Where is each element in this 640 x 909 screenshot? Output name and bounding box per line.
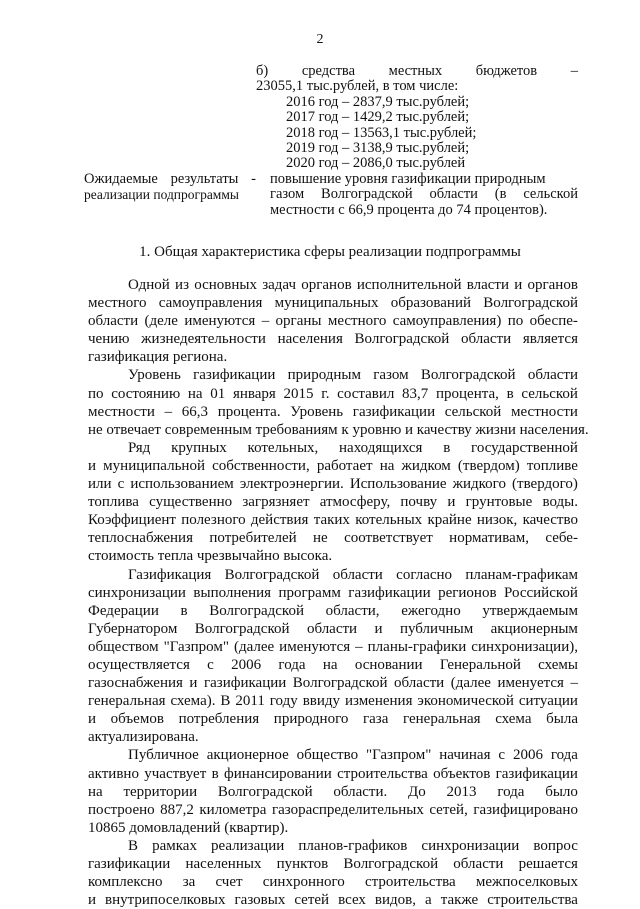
text-line: генеральная схема). В 2011 году ввиду изменения экономической ситуации bbox=[88, 693, 578, 710]
paragraph bbox=[88, 746, 578, 836]
text-line: Коэффициент полезного действия таких котельных крайне низок, качество bbox=[88, 512, 578, 529]
text-line: Газификация Волгоградской области согласно планам-графикам bbox=[128, 566, 578, 583]
text-line: и внутрипоселковых газовых сетей всех видов, а также строительства bbox=[88, 892, 578, 909]
funding-local-budgets-line bbox=[256, 64, 578, 79]
results-word: Волгоградской bbox=[321, 186, 413, 203]
text-line: и муниципальной собственности, работает на жидком (твердом) топливе bbox=[88, 457, 578, 474]
funding-year-line: 2017 год – 1429,2 тыс.рублей; bbox=[286, 109, 470, 126]
text-line: газификация региона. bbox=[88, 349, 228, 366]
text-line: на территории Волгоградской области. До 2013 года было bbox=[88, 783, 578, 800]
funding-year-line: 2018 год – 13563,1 тыс.рублей; bbox=[286, 124, 477, 141]
text-line: области (деле именуются – органы местного самоуправления) по обеспе- bbox=[88, 313, 578, 330]
text-line: Губернатором Волгоградской области и публичным акционерным bbox=[88, 620, 578, 637]
page-number: 2 bbox=[316, 32, 324, 47]
expected-results-label bbox=[84, 172, 256, 203]
results-line: повышение уровня газификации природным bbox=[270, 171, 546, 187]
text-line: Федерации в Волгоградской области, ежегодно утверждаемым bbox=[88, 602, 578, 619]
text-line: комплексно за счет синхронного строительства межпоселковых bbox=[88, 874, 578, 891]
section-title: 1. Общая характеристика сферы реализации подпрограммы bbox=[139, 244, 521, 260]
results-line: местности с 66,9 процента до 74 процентов). bbox=[270, 201, 548, 218]
text-line: или с использованием электроэнергии. Использование жидкого (твердого) bbox=[88, 476, 578, 493]
text-line: теплоснабжения потребителей не соответствует нормативам, себе- bbox=[88, 530, 578, 547]
results-word: (в bbox=[494, 186, 507, 203]
funding-word: средства bbox=[301, 63, 356, 79]
text-line: Одной из основных задач органов исполнительной власти и органов bbox=[128, 277, 578, 293]
text-line: обществом "Газпром" (далее именуются – планы-графики синхронизации), bbox=[88, 638, 578, 655]
paragraph bbox=[88, 439, 578, 566]
funding-year-line: 2019 год – 3138,9 тыс.рублей; bbox=[286, 140, 470, 157]
label-line: реализации подпрограммы bbox=[84, 187, 239, 203]
text-line: газоснабжения и газификации Волгоградской области (далее именуется – bbox=[88, 675, 578, 692]
funding-total: 23055,1 тыс.рублей, в том числе: bbox=[256, 78, 459, 95]
funding-word: местных bbox=[388, 63, 443, 79]
text-line: по состоянию на 01 января 2015 г. составил 83,7 процента, в сельской bbox=[88, 385, 578, 402]
text-line: местности – 66,3 процента. Уровень газификации сельской местности bbox=[88, 403, 578, 420]
expected-results-value bbox=[270, 172, 578, 218]
funding-word: бюджетов bbox=[475, 63, 538, 79]
text-line: построено 887,2 километра газораспределительных сетей, газифицировано bbox=[88, 801, 578, 818]
text-line: актуализирована. bbox=[88, 729, 199, 746]
label-word: Ожидаемые bbox=[84, 171, 158, 187]
results-word: области bbox=[429, 186, 478, 203]
funding-year-line: 2016 год – 2837,9 тыс.рублей; bbox=[286, 93, 470, 110]
text-line: газификации населенных пунктов Волгоградской области решается bbox=[88, 856, 578, 872]
label-dash: - bbox=[251, 171, 256, 187]
funding-item-letter: б) bbox=[256, 63, 269, 79]
body-text bbox=[88, 276, 589, 909]
text-line: местного самоуправления муниципальных образований Волгоградской bbox=[88, 295, 578, 312]
text-line: Ряд крупных котельных, находящихся в государственной bbox=[128, 439, 578, 456]
text-line: синхронизации выполнения программ газификации регионов Российской bbox=[88, 584, 578, 601]
text-line: активно участвует в финансировании строительства объектов газификации bbox=[88, 765, 578, 782]
text-line: Уровень газификации природным газом Волгоградской области bbox=[128, 367, 578, 384]
results-line bbox=[270, 187, 578, 202]
label-word: результаты bbox=[170, 171, 239, 187]
results-word: газом bbox=[270, 186, 305, 203]
funding-block bbox=[256, 64, 578, 172]
text-line: осуществляется с 2006 года на основании Генеральной схемы bbox=[88, 656, 578, 673]
text-line: не отвечает современным требованиям к уровню и качеству жизни населения. bbox=[88, 421, 589, 438]
text-line: 10865 домовладений (квартир). bbox=[88, 819, 289, 836]
paragraph bbox=[88, 366, 589, 438]
results-word: сельской bbox=[523, 186, 578, 203]
text-line: стоимость тепла чрезвычайно высока. bbox=[88, 548, 333, 565]
paragraph bbox=[88, 837, 578, 909]
funding-year-line: 2020 год – 2086,0 тыс.рублей bbox=[286, 155, 466, 172]
text-line: и объемов потребления природного газа генеральная схема была bbox=[88, 711, 578, 728]
text-line: топлива существенно загрязняет атмосферу, почву и грунтовые воды. bbox=[88, 494, 578, 511]
paragraph bbox=[88, 566, 578, 747]
text-line: чению жизнедеятельности населения Волгоградской области является bbox=[88, 331, 578, 348]
paragraph bbox=[88, 276, 578, 366]
text-line: В рамках реализации планов-графиков синхронизации вопрос bbox=[128, 837, 578, 854]
text-line: Публичное акционерное общество "Газпром" начиная с 2006 года bbox=[128, 747, 578, 764]
funding-dash: – bbox=[570, 63, 578, 79]
